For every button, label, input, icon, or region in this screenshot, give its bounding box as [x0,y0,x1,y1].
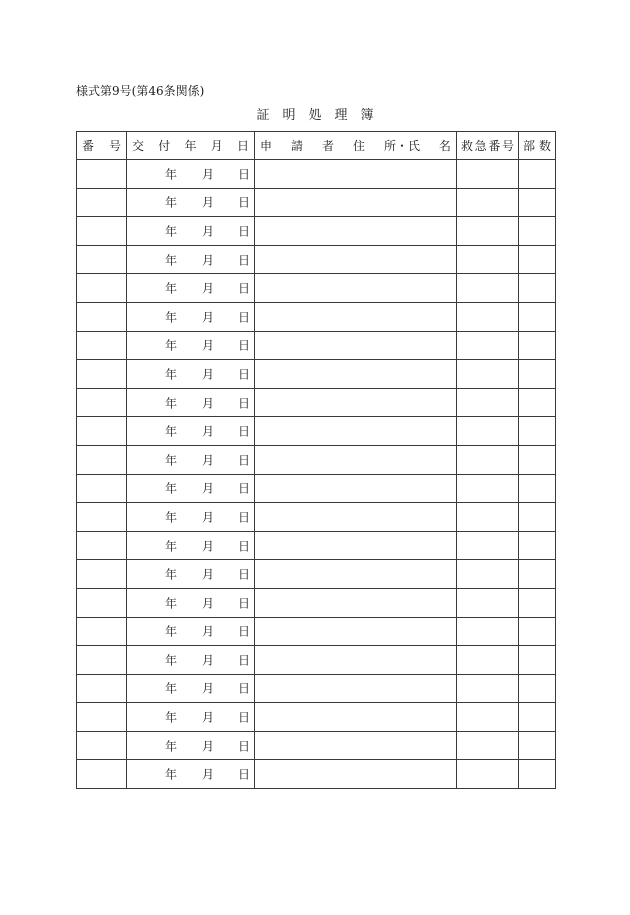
date-year-label: 年 [165,367,178,382]
table-row [77,245,556,274]
date-day-label: 日 [238,396,251,411]
date-month-label: 月 [202,195,215,210]
cell-number [77,188,127,217]
table-row [77,160,556,189]
cell-applicant-address-name [255,388,457,417]
date-month-label: 月 [202,767,215,782]
cell-number [77,388,127,417]
cell-applicant-address-name [255,417,457,446]
cell-copies [519,674,556,703]
table-row [77,474,556,503]
date-day-label: 日 [238,624,251,639]
cell-copies [519,474,556,503]
date-year-label: 年 [165,195,178,210]
cell-number [77,302,127,331]
cell-number [77,646,127,675]
table-row [77,217,556,246]
date-day-label: 日 [238,767,251,782]
date-day-label: 日 [238,481,251,496]
cell-applicant-address-name [255,245,457,274]
date-year-label: 年 [165,253,178,268]
cell-rescue-number [457,646,519,675]
cell-number [77,331,127,360]
cell-copies [519,617,556,646]
cell-issue-date [127,331,255,360]
cell-applicant-address-name [255,760,457,789]
cell-rescue-number [457,331,519,360]
table-row [77,531,556,560]
cell-copies [519,646,556,675]
date-year-label: 年 [165,653,178,668]
date-month-label: 月 [202,596,215,611]
cell-applicant-address-name [255,360,457,389]
date-day-label: 日 [238,681,251,696]
certificate-register-table [76,131,556,789]
cell-issue-date [127,360,255,389]
cell-applicant-address-name [255,531,457,560]
table-row [77,188,556,217]
table-row [77,503,556,532]
cell-applicant-address-name [255,160,457,189]
cell-issue-date [127,674,255,703]
cell-rescue-number [457,217,519,246]
cell-issue-date [127,617,255,646]
date-month-label: 月 [202,624,215,639]
cell-issue-date [127,731,255,760]
date-year-label: 年 [165,596,178,611]
cell-rescue-number [457,731,519,760]
date-day-label: 日 [238,367,251,382]
table-row [77,674,556,703]
date-month-label: 月 [202,653,215,668]
date-day-label: 日 [238,539,251,554]
cell-rescue-number [457,245,519,274]
table-row [77,417,556,446]
table-row [77,331,556,360]
cell-rescue-number [457,160,519,189]
cell-number [77,160,127,189]
cell-rescue-number [457,188,519,217]
cell-issue-date [127,274,255,303]
cell-issue-date [127,417,255,446]
date-day-label: 日 [238,567,251,582]
date-month-label: 月 [202,338,215,353]
cell-number [77,617,127,646]
cell-rescue-number [457,674,519,703]
cell-copies [519,703,556,732]
cell-issue-date [127,388,255,417]
header-rescue-number: 救 急 番 号 [457,132,519,160]
date-day-label: 日 [238,253,251,268]
date-month-label: 月 [202,167,215,182]
date-day-label: 日 [238,338,251,353]
cell-applicant-address-name [255,703,457,732]
header-issue-date: 交 付 年 月 日 [127,132,255,160]
cell-number [77,245,127,274]
cell-number [77,503,127,532]
date-day-label: 日 [238,310,251,325]
date-year-label: 年 [165,624,178,639]
date-month-label: 月 [202,224,215,239]
cell-copies [519,503,556,532]
date-year-label: 年 [165,510,178,525]
cell-issue-date [127,245,255,274]
cell-issue-date [127,302,255,331]
table-row [77,617,556,646]
cell-applicant-address-name [255,274,457,303]
date-month-label: 月 [202,281,215,296]
cell-issue-date [127,588,255,617]
cell-number [77,731,127,760]
date-day-label: 日 [238,653,251,668]
date-month-label: 月 [202,253,215,268]
table-row [77,445,556,474]
cell-applicant-address-name [255,674,457,703]
cell-rescue-number [457,560,519,589]
header-applicant-address-name: 申 請 者 住 所・氏 名 [255,132,457,160]
cell-copies [519,445,556,474]
form-number-label: 様式第9号(第46条関係) [76,84,205,98]
table-row [77,731,556,760]
date-year-label: 年 [165,681,178,696]
date-day-label: 日 [238,453,251,468]
cell-number [77,274,127,303]
date-day-label: 日 [238,596,251,611]
date-month-label: 月 [202,367,215,382]
cell-applicant-address-name [255,646,457,675]
cell-applicant-address-name [255,188,457,217]
date-year-label: 年 [165,481,178,496]
cell-copies [519,160,556,189]
cell-rescue-number [457,274,519,303]
date-year-label: 年 [165,281,178,296]
cell-rescue-number [457,503,519,532]
date-month-label: 月 [202,710,215,725]
cell-copies [519,331,556,360]
cell-copies [519,274,556,303]
cell-issue-date [127,531,255,560]
cell-applicant-address-name [255,503,457,532]
cell-applicant-address-name [255,331,457,360]
cell-rescue-number [457,588,519,617]
cell-issue-date [127,160,255,189]
cell-applicant-address-name [255,445,457,474]
cell-copies [519,588,556,617]
cell-issue-date [127,760,255,789]
table-body [77,160,556,789]
table-row [77,646,556,675]
cell-rescue-number [457,417,519,446]
date-month-label: 月 [202,453,215,468]
cell-applicant-address-name [255,560,457,589]
table-header-row [77,132,556,160]
cell-issue-date [127,560,255,589]
date-year-label: 年 [165,453,178,468]
cell-applicant-address-name [255,302,457,331]
cell-applicant-address-name [255,217,457,246]
cell-copies [519,188,556,217]
cell-copies [519,360,556,389]
date-year-label: 年 [165,739,178,754]
cell-rescue-number [457,445,519,474]
cell-rescue-number [457,360,519,389]
date-month-label: 月 [202,310,215,325]
date-day-label: 日 [238,739,251,754]
date-month-label: 月 [202,481,215,496]
cell-number [77,674,127,703]
cell-number [77,560,127,589]
cell-issue-date [127,445,255,474]
date-year-label: 年 [165,338,178,353]
cell-number [77,760,127,789]
cell-issue-date [127,703,255,732]
date-day-label: 日 [238,710,251,725]
date-day-label: 日 [238,167,251,182]
cell-applicant-address-name [255,588,457,617]
table-row [77,302,556,331]
document-title: 証 明 処 理 簿 [256,108,374,123]
date-year-label: 年 [165,224,178,239]
cell-applicant-address-name [255,617,457,646]
cell-copies [519,217,556,246]
table-row [77,388,556,417]
cell-issue-date [127,217,255,246]
cell-rescue-number [457,760,519,789]
cell-number [77,217,127,246]
cell-number [77,474,127,503]
cell-rescue-number [457,531,519,560]
table-row [77,703,556,732]
date-year-label: 年 [165,567,178,582]
cell-rescue-number [457,617,519,646]
date-day-label: 日 [238,510,251,525]
date-month-label: 月 [202,510,215,525]
date-year-label: 年 [165,424,178,439]
table-row [77,760,556,789]
cell-number [77,360,127,389]
date-month-label: 月 [202,739,215,754]
date-day-label: 日 [238,195,251,210]
cell-copies [519,560,556,589]
date-year-label: 年 [165,167,178,182]
date-year-label: 年 [165,310,178,325]
cell-issue-date [127,646,255,675]
date-day-label: 日 [238,224,251,239]
cell-issue-date [127,188,255,217]
cell-copies [519,245,556,274]
date-month-label: 月 [202,424,215,439]
date-month-label: 月 [202,567,215,582]
date-day-label: 日 [238,424,251,439]
date-month-label: 月 [202,681,215,696]
header-copies: 部 数 [519,132,556,160]
cell-number [77,531,127,560]
table-row [77,360,556,389]
cell-number [77,588,127,617]
cell-copies [519,388,556,417]
date-year-label: 年 [165,539,178,554]
cell-copies [519,531,556,560]
table-row [77,560,556,589]
date-year-label: 年 [165,767,178,782]
date-day-label: 日 [238,281,251,296]
cell-copies [519,302,556,331]
cell-copies [519,760,556,789]
cell-number [77,445,127,474]
date-month-label: 月 [202,396,215,411]
header-number: 番 号 [77,132,127,160]
cell-copies [519,417,556,446]
table-row [77,588,556,617]
cell-rescue-number [457,703,519,732]
cell-rescue-number [457,388,519,417]
date-year-label: 年 [165,396,178,411]
cell-applicant-address-name [255,731,457,760]
cell-copies [519,731,556,760]
date-month-label: 月 [202,539,215,554]
cell-issue-date [127,503,255,532]
cell-applicant-address-name [255,474,457,503]
cell-rescue-number [457,474,519,503]
table-row [77,274,556,303]
date-year-label: 年 [165,710,178,725]
cell-rescue-number [457,302,519,331]
cell-number [77,417,127,446]
cell-number [77,703,127,732]
cell-issue-date [127,474,255,503]
